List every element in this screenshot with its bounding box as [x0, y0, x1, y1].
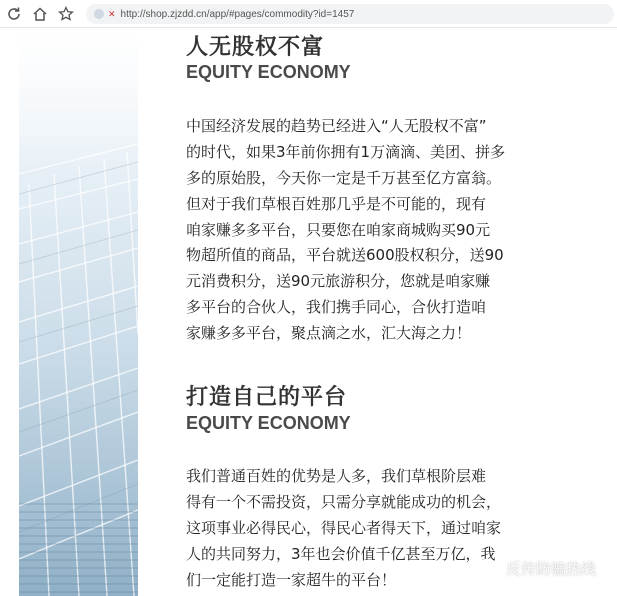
- paragraph-line: 我们普通百姓的优势是人多，我们草根阶层难: [186, 467, 487, 485]
- glass-facade-illustration: [19, 34, 138, 596]
- paragraph-line: 中国经济发展的趋势已经进入“人无股权不富”: [186, 117, 487, 135]
- paragraph-line: 家赚多多平台，聚点滴之水，汇大海之力！: [186, 324, 472, 343]
- paragraph-line: 得有一个不需投资，只需分享就能成功的机会，: [186, 492, 502, 511]
- section-title-equity: 人无股权不富: [186, 35, 325, 60]
- home-icon[interactable]: [30, 4, 50, 24]
- section-title-platform: 打造自己的平台: [186, 385, 348, 410]
- paragraph-line: 多平台的合伙人，我们携手同心，合伙打造咱: [186, 298, 487, 317]
- section-paragraph-equity: [186, 114, 596, 347]
- browser-toolbar: [0, 0, 617, 28]
- watermark: [478, 556, 596, 580]
- watermark-text: 反传防骗热线: [506, 559, 597, 578]
- building-photo: [19, 34, 138, 596]
- not-secure-icon: ✕: [108, 8, 116, 19]
- paragraph-line: 们一定能打造一家超牛的平台！: [186, 570, 397, 589]
- paragraph-line: 但对于我们草根百姓那几乎是不可能的，现有: [186, 194, 487, 213]
- section-subtitle-equity: EQUITY ECONOMY: [186, 62, 351, 82]
- reload-icon[interactable]: [4, 4, 24, 24]
- paragraph-line: 多的原始股，今天你一定是千万甚至亿方富翁。: [186, 168, 502, 187]
- paragraph-line: 物超所值的商品，平台就送600股权积分，送90: [186, 246, 504, 265]
- section-subtitle-platform: EQUITY ECONOMY: [186, 413, 351, 433]
- paragraph-line: 元消费积分，送90元旅游积分，您就是咱家赚: [186, 272, 491, 291]
- paragraph-line: 的时代，如果3年前你拥有1万滴滴、美团、拼多: [186, 142, 506, 161]
- paragraph-line: 咱家赚多多平台，只要您在咱家商城购买90元: [186, 220, 491, 239]
- paragraph-line: 人的共同努力，3年也会价值千亿甚至万亿，我: [186, 544, 496, 563]
- star-icon[interactable]: [56, 4, 76, 24]
- paragraph-line: 这项事业必得民心，得民心者得天下，通过咱家: [186, 518, 502, 537]
- address-bar[interactable]: [86, 4, 614, 24]
- url-text: http://shop.zjzdd.cn/app/#pages/commodity?id=1457: [120, 8, 355, 20]
- wechat-icon: [478, 558, 500, 578]
- site-info-icon[interactable]: [94, 9, 104, 19]
